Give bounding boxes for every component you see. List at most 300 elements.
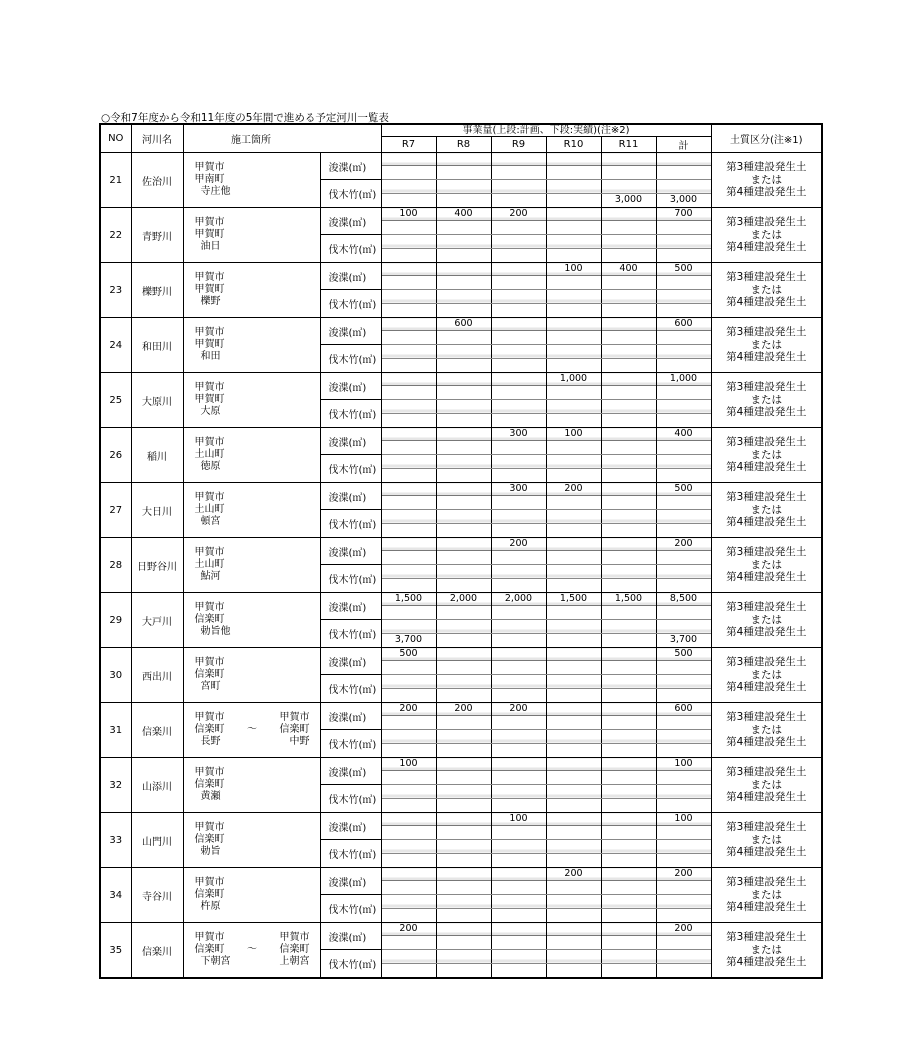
value-cell [381, 730, 436, 744]
value-cell [436, 744, 491, 758]
soil-line: または [750, 448, 782, 461]
row-no: 31 [100, 703, 131, 758]
value-cell [491, 455, 546, 469]
value-cell [546, 785, 601, 799]
value-cell [381, 166, 436, 180]
location-from: 長野 [200, 736, 221, 747]
value-cell [381, 455, 436, 469]
location-from: 信楽町 [194, 724, 225, 735]
value-cell [656, 606, 711, 620]
location-line: 勅旨他 [200, 626, 231, 637]
value-cell [436, 153, 491, 166]
location-to: 上朝宮 [279, 956, 310, 967]
row-no: 32 [100, 758, 131, 813]
value-cell [601, 854, 656, 868]
soil-line: 第4種建設発生土 [726, 901, 807, 914]
table-row [100, 923, 822, 936]
value-cell [381, 936, 436, 950]
river-name: 寺谷川 [131, 868, 183, 923]
location-line: 油日 [200, 241, 221, 252]
value-cell [436, 428, 491, 441]
value-cell [381, 153, 436, 166]
value-cell [436, 276, 491, 290]
value-cell [546, 469, 601, 483]
value-cell [546, 716, 601, 730]
value-cell [546, 909, 601, 923]
value-cell [656, 689, 711, 703]
river-name: 大日川 [131, 483, 183, 538]
value-cell [491, 510, 546, 524]
location [183, 868, 320, 923]
value-cell [491, 180, 546, 194]
soil-line: 第4種建設発生土 [726, 461, 807, 474]
header-year-3: R10 [546, 137, 601, 153]
value-cell [491, 400, 546, 414]
soil-line: 第3種建設発生土 [726, 546, 807, 559]
value-cell: 1,000 [656, 373, 711, 386]
soil-line: 第4種建設発生土 [726, 956, 807, 969]
value-cell [491, 826, 546, 840]
table-row [100, 428, 822, 441]
value-cell [546, 345, 601, 359]
value-cell: 200 [381, 923, 436, 936]
value-cell [436, 923, 491, 936]
value-cell [546, 881, 601, 895]
soil-line: または [750, 668, 782, 681]
value-cell [436, 194, 491, 208]
value-cell [601, 620, 656, 634]
soil-line: 第3種建設発生土 [726, 381, 807, 394]
value-cell [381, 441, 436, 455]
location-from: 甲賀市 [194, 932, 225, 943]
location-line: 甲賀町 [194, 284, 225, 295]
value-cell [491, 909, 546, 923]
value-cell [656, 826, 711, 840]
header-no: NO [100, 124, 131, 153]
soil-category [711, 703, 822, 758]
value-cell [436, 854, 491, 868]
value-cell [491, 923, 546, 936]
location-line: 甲賀市 [194, 492, 225, 503]
work-logging-label: 伐木竹(㎥) [320, 180, 381, 208]
location-from: 下朝宮 [200, 956, 231, 967]
value-cell [546, 359, 601, 373]
value-cell [601, 386, 656, 400]
location-line: 信楽町 [194, 889, 225, 900]
work-dredge-label: 浚渫(㎥) [320, 208, 381, 235]
value-cell [436, 579, 491, 593]
soil-line: 第3種建設発生土 [726, 821, 807, 834]
soil-line: 第3種建設発生土 [726, 161, 807, 174]
value-cell [381, 799, 436, 813]
soil-category [711, 483, 822, 538]
value-cell [601, 153, 656, 166]
soil-line: または [750, 888, 782, 901]
value-cell [491, 166, 546, 180]
value-cell: 100 [656, 758, 711, 771]
value-cell [656, 620, 711, 634]
row-no: 27 [100, 483, 131, 538]
value-cell [601, 895, 656, 909]
value-cell [436, 840, 491, 854]
row-no: 33 [100, 813, 131, 868]
value-cell [546, 675, 601, 689]
value-cell [436, 730, 491, 744]
value-cell: 3,700 [656, 634, 711, 648]
location-line: 甲賀町 [194, 394, 225, 405]
value-cell: 8,500 [656, 593, 711, 606]
work-dredge-label: 浚渫(㎥) [320, 703, 381, 730]
value-cell [436, 483, 491, 496]
table-row [100, 318, 822, 331]
value-cell [436, 661, 491, 675]
location-line: 杵原 [200, 901, 221, 912]
value-cell: 400 [436, 208, 491, 221]
value-cell [601, 235, 656, 249]
header-volume: 事業量(上段:計画、下段:実績)(注※2) [381, 124, 711, 137]
value-cell [491, 895, 546, 909]
value-cell [381, 840, 436, 854]
work-logging-label: 伐木竹(㎥) [320, 400, 381, 428]
location-line: 土山町 [194, 559, 225, 570]
location-line: 信楽町 [194, 834, 225, 845]
value-cell [436, 441, 491, 455]
value-cell [656, 290, 711, 304]
value-cell [601, 799, 656, 813]
value-cell: 500 [656, 648, 711, 661]
soil-line: または [750, 558, 782, 571]
location [183, 428, 320, 483]
row-no: 29 [100, 593, 131, 648]
value-cell [381, 496, 436, 510]
work-logging-label: 伐木竹(㎥) [320, 730, 381, 758]
row-no: 25 [100, 373, 131, 428]
value-cell [546, 840, 601, 854]
soil-category [711, 318, 822, 373]
soil-category [711, 593, 822, 648]
location-to: 中野 [289, 736, 310, 747]
header-location: 施工箇所 [183, 124, 381, 153]
value-cell [656, 840, 711, 854]
location [183, 538, 320, 593]
value-cell [436, 263, 491, 276]
value-cell [381, 221, 436, 235]
value-cell [381, 964, 436, 979]
value-cell [601, 868, 656, 881]
river-name: 青野川 [131, 208, 183, 263]
value-cell [656, 909, 711, 923]
value-cell [491, 276, 546, 290]
value-cell [656, 455, 711, 469]
value-cell [546, 758, 601, 771]
value-cell [656, 675, 711, 689]
soil-category [711, 373, 822, 428]
value-cell [601, 909, 656, 923]
value-cell [546, 318, 601, 331]
value-cell: 1,500 [601, 593, 656, 606]
value-cell [491, 758, 546, 771]
value-cell [601, 441, 656, 455]
value-cell [546, 950, 601, 964]
table-row [100, 758, 822, 771]
value-cell [381, 318, 436, 331]
value-cell [601, 730, 656, 744]
value-cell [491, 606, 546, 620]
value-cell [656, 744, 711, 758]
value-cell: 100 [381, 758, 436, 771]
soil-line: 第4種建設発生土 [726, 681, 807, 694]
location-line: 徳原 [200, 461, 221, 472]
value-cell [491, 661, 546, 675]
location-line: 寺庄他 [200, 186, 231, 197]
value-cell [546, 455, 601, 469]
value-cell [436, 689, 491, 703]
soil-category [711, 153, 822, 208]
value-cell [436, 359, 491, 373]
work-dredge-label: 浚渫(㎥) [320, 813, 381, 840]
river-name: 佐治川 [131, 153, 183, 208]
value-cell: 200 [546, 483, 601, 496]
location-line: 土山町 [194, 449, 225, 460]
value-cell [546, 895, 601, 909]
value-cell [436, 675, 491, 689]
value-cell [656, 441, 711, 455]
value-cell [381, 579, 436, 593]
value-cell [381, 868, 436, 881]
value-cell [601, 964, 656, 979]
soil-category [711, 538, 822, 593]
location-line: 甲賀市 [194, 437, 225, 448]
location [183, 373, 320, 428]
value-cell [491, 716, 546, 730]
value-cell [546, 180, 601, 194]
value-cell [601, 606, 656, 620]
value-cell [601, 565, 656, 579]
location-line: 甲賀町 [194, 339, 225, 350]
value-cell [491, 950, 546, 964]
value-cell [656, 359, 711, 373]
value-cell [381, 675, 436, 689]
value-cell [546, 936, 601, 950]
value-cell [656, 386, 711, 400]
value-cell [381, 524, 436, 538]
value-cell [491, 386, 546, 400]
work-logging-label: 伐木竹(㎥) [320, 895, 381, 923]
value-cell [491, 648, 546, 661]
value-cell [381, 716, 436, 730]
value-cell [491, 565, 546, 579]
soil-line: または [750, 833, 782, 846]
value-cell [656, 730, 711, 744]
soil-category [711, 813, 822, 868]
value-cell [436, 964, 491, 979]
soil-category [711, 208, 822, 263]
value-cell [381, 909, 436, 923]
river-name: 山門川 [131, 813, 183, 868]
work-logging-label: 伐木竹(㎥) [320, 950, 381, 979]
value-cell [546, 194, 601, 208]
value-cell [656, 180, 711, 194]
value-cell [656, 400, 711, 414]
value-cell [491, 840, 546, 854]
value-cell [601, 524, 656, 538]
value-cell [381, 895, 436, 909]
value-cell [491, 854, 546, 868]
soil-line: 第3種建設発生土 [726, 766, 807, 779]
soil-line: 第3種建設発生土 [726, 711, 807, 724]
value-cell [491, 414, 546, 428]
value-cell [546, 813, 601, 826]
location [183, 923, 320, 979]
soil-line: または [750, 778, 782, 791]
table-row [100, 538, 822, 551]
value-cell [491, 469, 546, 483]
value-cell [381, 826, 436, 840]
value-cell [546, 648, 601, 661]
value-cell: 200 [491, 208, 546, 221]
soil-line: または [750, 503, 782, 516]
table-row [100, 593, 822, 606]
location-line: 信楽町 [194, 669, 225, 680]
value-cell [546, 799, 601, 813]
work-dredge-label: 浚渫(㎥) [320, 538, 381, 565]
value-cell [436, 620, 491, 634]
row-no: 24 [100, 318, 131, 373]
value-cell [381, 785, 436, 799]
value-cell [546, 166, 601, 180]
work-logging-label: 伐木竹(㎥) [320, 840, 381, 868]
value-cell [381, 510, 436, 524]
value-cell [546, 771, 601, 785]
value-cell [656, 166, 711, 180]
value-cell [546, 331, 601, 345]
soil-line: 第4種建設発生土 [726, 296, 807, 309]
value-cell [601, 716, 656, 730]
work-logging-label: 伐木竹(㎥) [320, 785, 381, 813]
value-cell [656, 249, 711, 263]
value-cell: 100 [546, 263, 601, 276]
location [183, 153, 320, 208]
value-cell [601, 771, 656, 785]
value-cell [546, 620, 601, 634]
location-line: 甲賀市 [194, 822, 225, 833]
document-title: ○令和7年度から令和11年度の5年間で進める予定河川一覧表 [101, 112, 389, 124]
value-cell [491, 785, 546, 799]
value-cell [656, 235, 711, 249]
soil-line: または [750, 228, 782, 241]
value-cell: 3,700 [381, 634, 436, 648]
value-cell [601, 689, 656, 703]
value-cell [491, 689, 546, 703]
value-cell [491, 881, 546, 895]
value-cell [601, 538, 656, 551]
soil-line: 第4種建設発生土 [726, 571, 807, 584]
value-cell: 1,500 [546, 593, 601, 606]
value-cell [601, 345, 656, 359]
soil-category [711, 758, 822, 813]
value-cell: 600 [656, 318, 711, 331]
value-cell [546, 496, 601, 510]
value-cell [656, 524, 711, 538]
value-cell: 400 [601, 263, 656, 276]
value-cell [656, 469, 711, 483]
value-cell [436, 290, 491, 304]
river-name: 和田川 [131, 318, 183, 373]
value-cell [491, 936, 546, 950]
value-cell [381, 551, 436, 565]
value-cell: 600 [656, 703, 711, 716]
value-cell [601, 208, 656, 221]
value-cell [436, 180, 491, 194]
location-line: 信楽町 [194, 779, 225, 790]
value-cell [601, 221, 656, 235]
value-cell [436, 881, 491, 895]
value-cell [381, 194, 436, 208]
header-year-1: R8 [436, 137, 491, 153]
work-logging-label: 伐木竹(㎥) [320, 675, 381, 703]
work-dredge-label: 浚渫(㎥) [320, 263, 381, 290]
value-cell [601, 414, 656, 428]
value-cell [381, 606, 436, 620]
location-to: 甲賀市 [279, 712, 310, 723]
value-cell [491, 964, 546, 979]
value-cell: 2,000 [436, 593, 491, 606]
value-cell [656, 221, 711, 235]
value-cell [491, 524, 546, 538]
value-cell: 700 [656, 208, 711, 221]
value-cell [491, 799, 546, 813]
value-cell [381, 304, 436, 318]
value-cell [491, 153, 546, 166]
location-line: 甲賀市 [194, 877, 225, 888]
work-logging-label: 伐木竹(㎥) [320, 345, 381, 373]
value-cell [546, 414, 601, 428]
value-cell [656, 785, 711, 799]
value-cell: 100 [491, 813, 546, 826]
value-cell [546, 208, 601, 221]
table-row [100, 648, 822, 661]
value-cell [381, 290, 436, 304]
value-cell [601, 400, 656, 414]
value-cell [601, 744, 656, 758]
value-cell [546, 854, 601, 868]
value-cell [601, 826, 656, 840]
soil-line: 第3種建設発生土 [726, 436, 807, 449]
value-cell [381, 538, 436, 551]
header-row-1 [100, 124, 822, 137]
work-dredge-label: 浚渫(㎥) [320, 483, 381, 510]
value-cell [381, 661, 436, 675]
location-line: 黄瀬 [200, 791, 221, 802]
value-cell [436, 496, 491, 510]
location-line: 甲賀市 [194, 272, 225, 283]
soil-category [711, 428, 822, 483]
work-dredge-label: 浚渫(㎥) [320, 153, 381, 180]
value-cell [436, 400, 491, 414]
value-cell [656, 716, 711, 730]
value-cell [381, 483, 436, 496]
value-cell [491, 373, 546, 386]
range-tilde: ～ [247, 944, 257, 955]
value-cell [491, 290, 546, 304]
value-cell: 200 [656, 923, 711, 936]
location-to: 信楽町 [279, 944, 310, 955]
location-to: 甲賀市 [279, 932, 310, 943]
row-no: 35 [100, 923, 131, 979]
value-cell [491, 194, 546, 208]
location-line [195, 956, 320, 968]
value-cell [436, 524, 491, 538]
